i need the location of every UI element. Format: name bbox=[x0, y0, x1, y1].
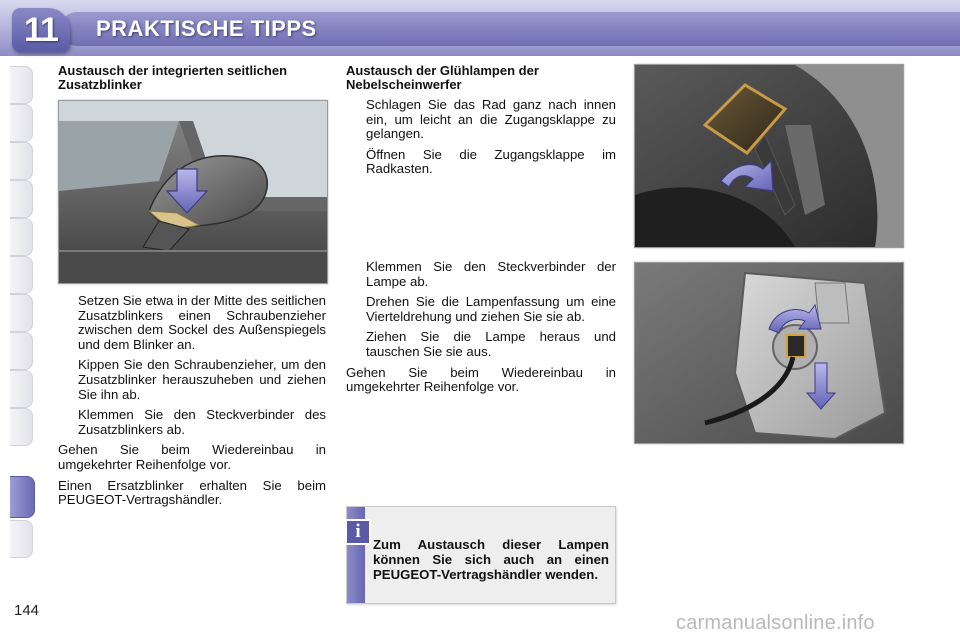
info-icon: i bbox=[345, 519, 371, 545]
paragraph: Gehen Sie beim Wiedereinbau in umgekehrter Reihenfolge vor. bbox=[58, 442, 326, 472]
chapter-tab-active[interactable] bbox=[10, 476, 35, 518]
list-item: Setzen Sie etwa in der Mitte des seitlichen Zusatzblinkers einen Schraubenzieher zwischen dem Sockel des Außenspiegels und dem Blinker an. bbox=[78, 293, 326, 352]
list-item: Ziehen Sie die Lampe heraus und tauschen Sie sie aus. bbox=[366, 329, 616, 359]
chapter-number-badge: 11 bbox=[12, 8, 70, 52]
chapter-tab[interactable] bbox=[10, 256, 33, 294]
page-title: PRAKTISCHE TIPPS bbox=[96, 16, 317, 41]
mirror-indicator-illustration bbox=[58, 100, 328, 284]
list-item: Öffnen Sie die Zugangsklappe im Radkasten. bbox=[366, 146, 616, 177]
left-bullet-list bbox=[58, 294, 326, 437]
wheel-arch-access-flap-illustration bbox=[634, 64, 904, 248]
chapter-tab[interactable] bbox=[10, 218, 33, 256]
chapter-tab[interactable] bbox=[10, 66, 33, 104]
paragraph: Einen Ersatzblinker erhalten Sie beim PEUGEOT-Vertragshändler. bbox=[58, 477, 326, 508]
page-header bbox=[0, 0, 960, 56]
chapter-tab[interactable] bbox=[10, 294, 33, 332]
paragraph: Gehen Sie beim Wiedereinbau in umgekehrter Reihenfolge vor. bbox=[346, 364, 616, 395]
list-item: Klemmen Sie den Steckverbinder der Lampe ab. bbox=[366, 259, 616, 289]
chapter-tab[interactable] bbox=[10, 332, 33, 370]
list-item: Klemmen Sie den Steckverbinder des Zusatzblinkers ab. bbox=[78, 407, 326, 437]
left-column bbox=[58, 64, 326, 98]
section-heading-side-indicator: Austausch der integrierten seitlichen Zusatzblinker bbox=[58, 63, 288, 92]
chapter-tab[interactable] bbox=[10, 104, 33, 142]
middle-column-top bbox=[346, 64, 616, 183]
middle-column-bottom bbox=[346, 260, 616, 401]
chapter-tabs bbox=[10, 66, 34, 578]
fog-lamp-holder-illustration bbox=[634, 262, 904, 444]
list-item: Kippen Sie den Schraubenzieher, um den Zusatzblinker herauszuheben und ziehen Sie ihn ab. bbox=[78, 357, 326, 402]
fog-lamp-access-list bbox=[346, 98, 616, 177]
left-instructions bbox=[58, 294, 326, 514]
fog-lamp-replace-list bbox=[346, 260, 616, 360]
info-text: Zum Austausch dieser Lampen können Sie sich auch an einen PEUGEOT-Vertragshändler wenden. bbox=[373, 537, 609, 582]
chapter-tab[interactable] bbox=[10, 142, 33, 180]
chapter-tab[interactable] bbox=[10, 408, 33, 446]
section-heading-fog-lamps: Austausch der Glühlampen der Nebelscheinwerfer bbox=[346, 63, 539, 92]
list-item: Drehen Sie die Lampenfassung um eine Vierteldrehung und ziehen Sie sie ab. bbox=[366, 294, 616, 324]
site-watermark: carmanualsonline.info bbox=[676, 612, 875, 634]
list-item: Schlagen Sie das Rad ganz nach innen ein, um leicht an die Zugangsklappe zu gelangen. bbox=[366, 97, 616, 142]
page-number: 144 bbox=[14, 602, 40, 619]
chapter-tab[interactable] bbox=[10, 180, 33, 218]
info-box bbox=[346, 506, 616, 604]
chapter-tab[interactable] bbox=[10, 370, 33, 408]
chapter-tab[interactable] bbox=[10, 520, 33, 558]
